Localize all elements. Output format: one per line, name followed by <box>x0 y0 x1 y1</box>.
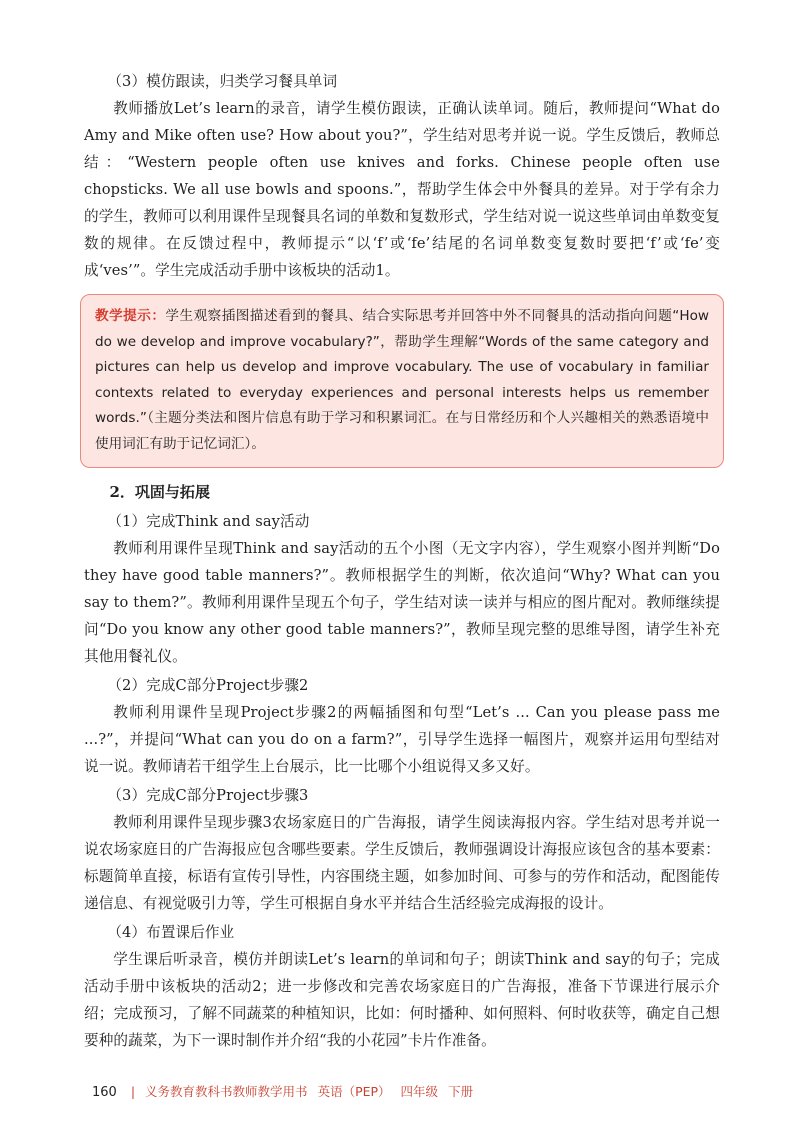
footer-book-title: 义务教育教科书教师教学用书 <box>145 1084 308 1099</box>
paragraph-lets-learn: 教师播放Let’s learn的录音，请学生模仿跟读，正确认读单词。随后，教师提问“What do Amy and Mike often use? How about you?”，学生结对思考并说一说。学生反馈后，教师总结：“Western people often use knives and forks. Chinese people often use chopsticks. We all use bowls and spoons.”，帮助学生体会中外餐具的差异。对于学有余力的学生，教师可以利用课件呈现餐具名词的单数和复数形式，学生结对说一说这些单词由单数变复数的规律。在反馈过程中，教师提示“以‘f’或‘fe’结尾的名词单数变复数时要把‘f’或‘fe’变成‘ves’”。学生完成活动手册中该板块的活动1。 <box>84 100 720 279</box>
paragraph-project-step3: 教师利用课件呈现步骤3农场家庭日的广告海报，请学生阅读海报内容。学生结对思考并说一说农场家庭日的广告海报应包含哪些要素。学生反馈后，教师强调设计海报应该包含的基本要素：标题简单直接，标语有宣传引导性，内容围绕主题，如参加时间、可参与的劳作和活动，配图能传递信息、有视觉吸引力等，学生可根据自身水平并结合生活经验完成海报的设计。 <box>84 814 720 912</box>
footer-subject: 英语（PEP） <box>317 1084 391 1099</box>
page-content <box>84 66 720 1054</box>
footer-volume: 下册 <box>448 1084 474 1099</box>
teaching-tip-label: 教学提示： <box>95 308 166 324</box>
teaching-tip-box <box>80 294 724 468</box>
subheading-think-and-say: （1）完成Think and say活动 <box>107 513 310 530</box>
page-number: 160 <box>92 1085 117 1100</box>
page-footer <box>92 1082 483 1100</box>
section-heading-consolidate: 2．巩固与拓展 <box>109 483 210 501</box>
subheading-homework: （4）布置课后作业 <box>107 924 235 941</box>
subheading-project-step2: （2）完成C部分Project步骤2 <box>107 677 309 694</box>
paragraph-project-step2: 教师利用课件呈现Project步骤2的两幅插图和句型“Let’s ... Can you please pass me ...?”，并提问“What can you do on a farm?”，引导学生选择一幅图片，观察并运用句型结对说一说。教师请若干组学生上台展示，比一比哪个小组说得又多又好。 <box>84 704 720 775</box>
paragraph-homework: 学生课后听录音，模仿并朗读Let’s learn的单词和句子；朗读Think and say的句子；完成活动手册中该板块的活动2；进一步修改和完善农场家庭日的广告海报，准备下节课进行展示介绍；完成预习，了解不同蔬菜的种植知识，比如：何时播种、如何照料、何时收获等，确定自己想要种的蔬菜，为下一课时制作并介绍“我的小花园”卡片作准备。 <box>84 951 720 1049</box>
paragraph-think-and-say: 教师利用课件呈现Think and say活动的五个小图（无文字内容），学生观察小图并判断“Do they have good table manners?”。教师根据学生的判断，依次追问“Why? What can you say to them?”。教师利用课件呈现五个句子，学生结对读一读并与相应的图片配对。教师继续提问“Do you know any other good table manners?”，教师呈现完整的思维导图，请学生补充其他用餐礼仪。 <box>84 540 720 665</box>
footer-separator: | <box>130 1084 136 1099</box>
footer-grade: 四年级 <box>400 1084 439 1099</box>
teaching-tip-text: 学生观察插图描述看到的餐具、结合实际思考并回答中外不同餐具的活动指向问题“How do we develop and improve vocabulary?”，帮助学生理解“Words of the same category and pictures can help us develop and improve vocabulary. The use of vocabulary in familiar contexts related to everyday experiences and personal interests helps us remember words.”（主题分类法和图片信息有助于学习和积累词汇。在与日常经历和个人兴趣相关的熟悉语境中使用词汇有助于记忆词汇）。 <box>95 308 709 452</box>
subheading-project-step3: （3）完成C部分Project步骤3 <box>107 787 309 804</box>
subheading-imitate-read: （3）模仿跟读，归类学习餐具单词 <box>107 73 338 90</box>
